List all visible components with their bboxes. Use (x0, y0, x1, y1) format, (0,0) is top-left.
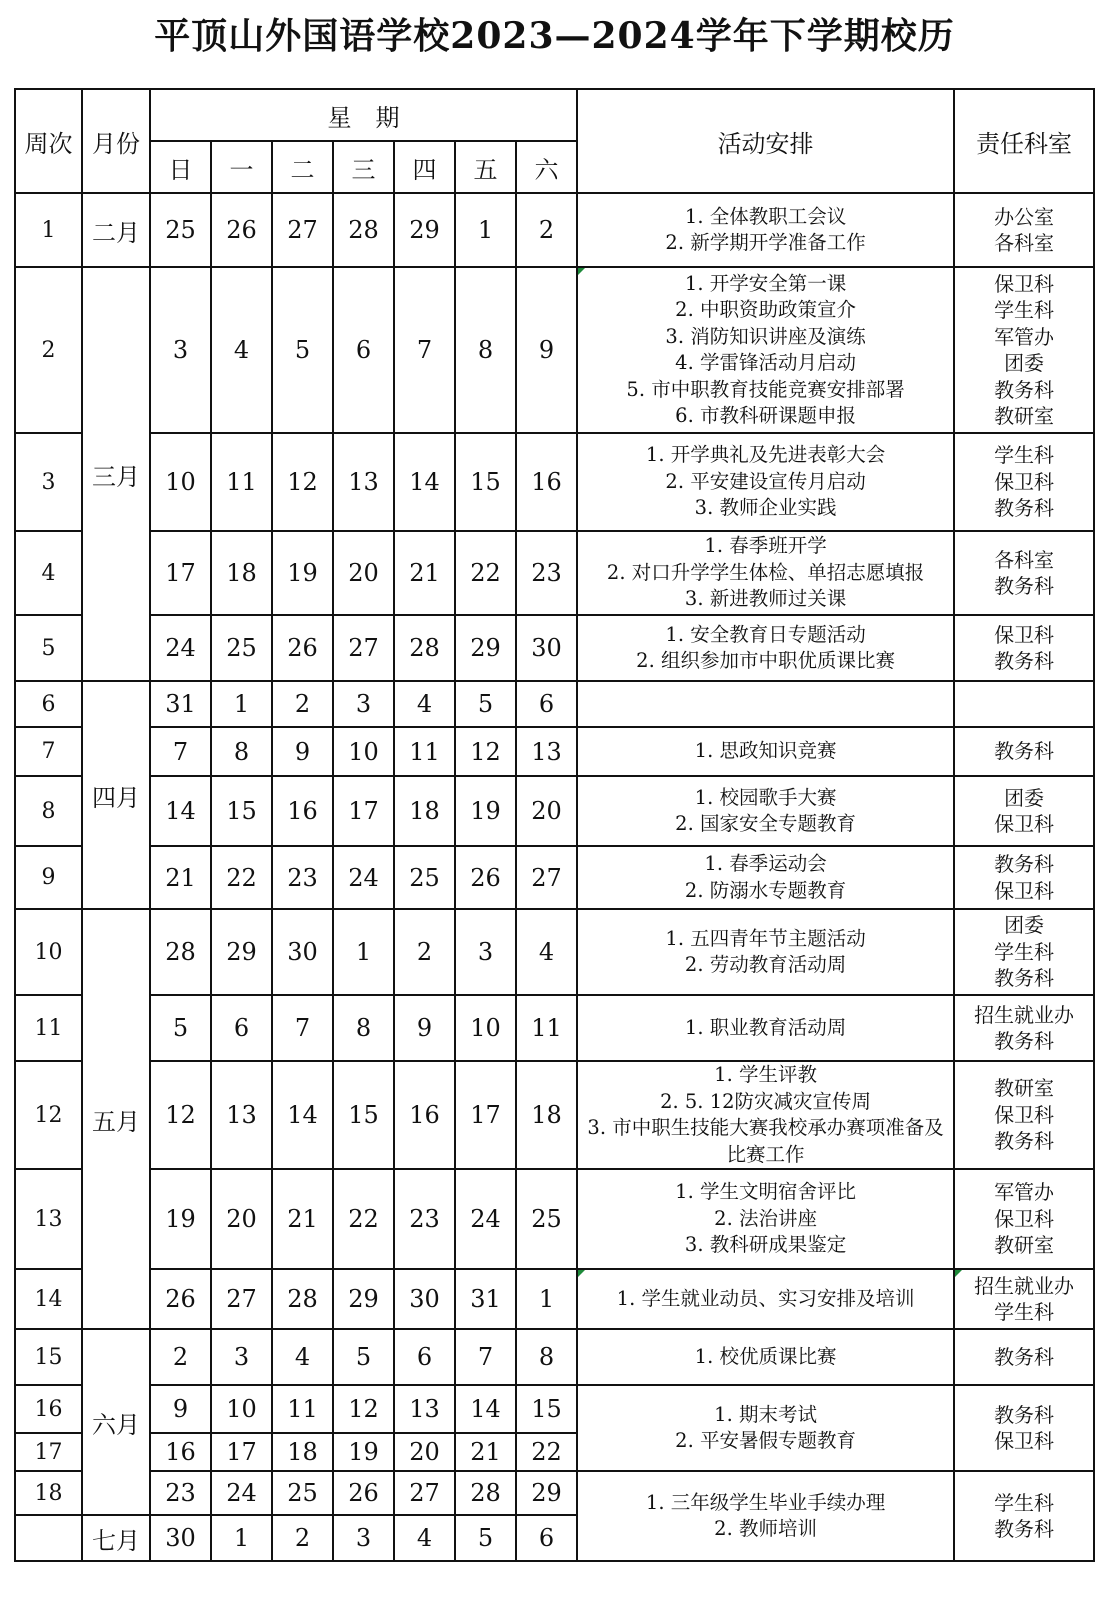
activity-item: 1. 职业教育活动周 (684, 1015, 847, 1039)
department-item: 教务科 (994, 1029, 1055, 1053)
day-cell: 25 (516, 1169, 577, 1269)
day-cell: 4 (516, 909, 577, 995)
day-cell: 9 (272, 727, 333, 776)
day-cell: 29 (394, 193, 455, 267)
day-cell: 2 (272, 681, 333, 727)
day-cell: 12 (333, 1385, 394, 1433)
department-item: 保卫科 (994, 1206, 1055, 1231)
department-item: 保卫科 (994, 622, 1055, 647)
day-cell: 18 (516, 1061, 577, 1169)
department-item: 教务科 (994, 966, 1055, 991)
week-row (15, 531, 1094, 615)
day-cell: 10 (455, 995, 516, 1061)
department-cell (954, 1329, 1094, 1385)
day-cell: 19 (150, 1169, 211, 1269)
activities-cell (577, 776, 954, 846)
day-cell: 5 (455, 1515, 516, 1561)
weekday-wed: 三 (333, 141, 394, 193)
week-row (15, 1329, 1094, 1385)
day-cell: 17 (455, 1061, 516, 1169)
week-row (15, 1061, 1094, 1169)
weekday-sat: 六 (516, 141, 577, 193)
day-cell: 18 (394, 776, 455, 846)
activities-cell (577, 995, 954, 1061)
day-cell: 13 (394, 1385, 455, 1433)
day-cell: 20 (394, 1433, 455, 1471)
day-cell: 18 (272, 1433, 333, 1471)
week-number: 9 (15, 846, 82, 909)
day-cell: 25 (394, 846, 455, 909)
day-cell: 2 (394, 909, 455, 995)
month-cell: 七月 (82, 1515, 150, 1561)
department-item: 团委 (1004, 913, 1045, 938)
day-cell: 31 (150, 681, 211, 727)
activity-item: 1. 开学安全第一课 (684, 271, 847, 295)
day-cell: 29 (516, 1471, 577, 1515)
day-cell: 15 (211, 776, 272, 846)
day-cell: 9 (150, 1385, 211, 1433)
day-cell: 4 (394, 1515, 455, 1561)
activities-cell (577, 1329, 954, 1385)
day-cell: 1 (211, 681, 272, 727)
activity-item: 1. 春季运动会 (704, 852, 827, 875)
header-weekday-group: 星 期 (150, 89, 577, 141)
day-cell: 19 (272, 531, 333, 615)
activities-cell (577, 615, 954, 681)
week-number: 3 (15, 433, 82, 531)
week-row (15, 267, 1094, 433)
department-item: 团委 (1004, 785, 1045, 810)
week-row (15, 433, 1094, 531)
activity-item: 1. 五四青年节主题活动 (665, 926, 866, 950)
activities-cell (577, 531, 954, 615)
day-cell: 15 (333, 1061, 394, 1169)
week-number: 12 (15, 1061, 82, 1169)
week-row (15, 615, 1094, 681)
activity-item: 2. 防溺水专题教育 (684, 878, 847, 902)
department-cell (954, 1269, 1094, 1329)
day-cell: 4 (272, 1329, 333, 1385)
week-number (15, 1515, 82, 1561)
activity-item: 3. 教科研成果鉴定 (684, 1233, 847, 1257)
week-row (15, 846, 1094, 909)
week-row (15, 727, 1094, 776)
department-item: 教务科 (994, 852, 1055, 876)
activity-item: 3. 市中职生技能大赛我校承办赛项准备及比赛工作 (587, 1116, 944, 1166)
day-cell: 30 (394, 1269, 455, 1329)
day-cell: 13 (333, 433, 394, 531)
day-cell: 27 (516, 846, 577, 909)
day-cell: 30 (150, 1515, 211, 1561)
week-number: 1 (15, 193, 82, 267)
day-cell: 6 (333, 267, 394, 433)
page-title: 平顶山外国语学校2023—2024学年下学期校历 (154, 15, 955, 57)
day-cell: 24 (211, 1471, 272, 1515)
day-cell: 7 (394, 267, 455, 433)
department-cell (954, 776, 1094, 846)
day-cell: 10 (333, 727, 394, 776)
activity-item: 1. 学生就业动员、实习安排及培训 (616, 1286, 915, 1310)
day-cell: 18 (211, 531, 272, 615)
day-cell: 17 (150, 531, 211, 615)
month-cell: 六月 (82, 1329, 150, 1515)
week-number: 16 (15, 1385, 82, 1433)
day-cell: 17 (211, 1433, 272, 1471)
month-cell: 四月 (82, 681, 150, 909)
day-cell: 25 (272, 1471, 333, 1515)
week-row (15, 1269, 1094, 1329)
activity-item: 3. 教师企业实践 (694, 496, 837, 520)
week-number: 10 (15, 909, 82, 995)
day-cell: 29 (455, 615, 516, 681)
week-row (15, 1169, 1094, 1269)
day-cell: 21 (394, 531, 455, 615)
day-cell: 6 (211, 995, 272, 1061)
day-cell: 27 (333, 615, 394, 681)
week-number: 4 (15, 531, 82, 615)
day-cell: 29 (333, 1269, 394, 1329)
day-cell: 7 (272, 995, 333, 1061)
day-cell: 2 (516, 193, 577, 267)
day-cell: 1 (516, 1269, 577, 1329)
header-row-1 (15, 89, 1094, 141)
department-item: 教研室 (994, 404, 1055, 428)
day-cell: 23 (516, 531, 577, 615)
day-cell: 28 (455, 1471, 516, 1515)
weekday-mon: 一 (211, 141, 272, 193)
week-number: 17 (15, 1433, 82, 1471)
day-cell: 6 (516, 1515, 577, 1561)
activities-cell (577, 1385, 954, 1471)
activity-item: 2. 中职资助政策宣介 (675, 298, 856, 321)
day-cell: 26 (150, 1269, 211, 1329)
day-cell: 11 (516, 995, 577, 1061)
department-item: 学生科 (994, 939, 1055, 964)
header-activities: 活动安排 (577, 89, 954, 193)
department-item: 保卫科 (994, 469, 1055, 494)
department-cell (954, 1061, 1094, 1169)
month-cell: 二月 (82, 193, 150, 267)
department-item: 学生科 (994, 443, 1055, 468)
department-cell (954, 1385, 1094, 1471)
activity-item: 3. 新进教师过关课 (684, 587, 847, 611)
day-cell: 9 (516, 267, 577, 433)
day-cell: 25 (150, 193, 211, 267)
weekday-tue: 二 (272, 141, 333, 193)
department-cell (954, 615, 1094, 681)
day-cell: 17 (333, 776, 394, 846)
weekday-thu: 四 (394, 141, 455, 193)
week-number: 8 (15, 776, 82, 846)
day-cell: 19 (455, 776, 516, 846)
day-cell: 10 (150, 433, 211, 531)
header-week: 周次 (15, 89, 82, 193)
day-cell: 26 (272, 615, 333, 681)
week-number: 15 (15, 1329, 82, 1385)
week-number: 6 (15, 681, 82, 727)
header-month: 月份 (82, 89, 150, 193)
day-cell: 11 (272, 1385, 333, 1433)
day-cell: 8 (333, 995, 394, 1061)
department-cell (954, 909, 1094, 995)
department-item: 教务科 (994, 1129, 1055, 1154)
department-cell (954, 531, 1094, 615)
activity-item: 1. 校优质课比赛 (694, 1344, 837, 1368)
day-cell: 12 (455, 727, 516, 776)
day-cell: 24 (150, 615, 211, 681)
department-cell (954, 193, 1094, 267)
day-cell: 26 (333, 1471, 394, 1515)
day-cell: 15 (455, 433, 516, 531)
day-cell: 22 (211, 846, 272, 909)
activity-item: 1. 学生评教 (714, 1063, 817, 1086)
day-cell: 24 (333, 846, 394, 909)
day-cell: 3 (333, 681, 394, 727)
activity-item: 2. 5. 12防灾减灾宣传周 (660, 1089, 872, 1113)
month-cell: 三月 (82, 267, 150, 681)
activities-cell (577, 727, 954, 776)
department-cell (954, 267, 1094, 433)
day-cell: 21 (272, 1169, 333, 1269)
activity-item: 2. 新学期开学准备工作 (665, 231, 866, 254)
day-cell: 2 (150, 1329, 211, 1385)
day-cell: 4 (394, 681, 455, 727)
day-cell: 5 (333, 1329, 394, 1385)
day-cell: 1 (333, 909, 394, 995)
week-number: 5 (15, 615, 82, 681)
department-item: 军管办 (994, 1180, 1055, 1205)
week-row (15, 1385, 1094, 1433)
activity-item: 1. 三年级学生毕业手续办理 (645, 1490, 886, 1514)
activity-item: 1. 全体教职工会议 (684, 204, 847, 228)
activities-cell (577, 193, 954, 267)
day-cell: 16 (150, 1433, 211, 1471)
department-item: 军管办 (994, 324, 1055, 349)
activity-item: 1. 校园歌手大赛 (694, 785, 837, 809)
day-cell: 28 (394, 615, 455, 681)
day-cell: 4 (211, 267, 272, 433)
day-cell: 21 (150, 846, 211, 909)
day-cell: 13 (516, 727, 577, 776)
day-cell: 12 (150, 1061, 211, 1169)
day-cell: 27 (394, 1471, 455, 1515)
header-department: 责任科室 (954, 89, 1094, 193)
day-cell: 16 (394, 1061, 455, 1169)
department-item: 教务科 (994, 377, 1055, 402)
week-number: 11 (15, 995, 82, 1061)
day-cell: 10 (211, 1385, 272, 1433)
day-cell: 5 (455, 681, 516, 727)
day-cell: 28 (272, 1269, 333, 1329)
activity-item: 2. 教师培训 (714, 1517, 817, 1540)
day-cell: 8 (211, 727, 272, 776)
day-cell: 22 (333, 1169, 394, 1269)
day-cell: 1 (455, 193, 516, 267)
department-item: 教务科 (994, 1402, 1055, 1427)
week-row (15, 1471, 1094, 1515)
day-cell: 25 (211, 615, 272, 681)
department-item: 保卫科 (994, 812, 1055, 836)
department-item: 教务科 (994, 649, 1055, 673)
department-item: 招生就业办 (974, 1273, 1075, 1298)
day-cell: 20 (211, 1169, 272, 1269)
day-cell: 3 (150, 267, 211, 433)
department-item: 教务科 (994, 496, 1055, 521)
department-cell (954, 727, 1094, 776)
day-cell: 30 (272, 909, 333, 995)
weekday-sun: 日 (150, 141, 211, 193)
day-cell: 3 (455, 909, 516, 995)
department-cell (954, 433, 1094, 531)
activities-cell (577, 681, 954, 727)
day-cell: 21 (455, 1433, 516, 1471)
day-cell: 3 (211, 1329, 272, 1385)
day-cell: 11 (211, 433, 272, 531)
week-number: 7 (15, 727, 82, 776)
day-cell: 23 (150, 1471, 211, 1515)
weekday-fri: 五 (455, 141, 516, 193)
activity-item: 1. 期末考试 (714, 1402, 817, 1426)
day-cell: 22 (455, 531, 516, 615)
day-cell: 11 (394, 727, 455, 776)
department-item: 各科室 (994, 547, 1055, 572)
day-cell: 16 (516, 433, 577, 531)
day-cell: 27 (211, 1269, 272, 1329)
day-cell: 23 (394, 1169, 455, 1269)
day-cell: 9 (394, 995, 455, 1061)
week-number: 2 (15, 267, 82, 433)
week-row (15, 193, 1094, 267)
day-cell: 26 (455, 846, 516, 909)
activities-cell (577, 1169, 954, 1269)
day-cell: 7 (150, 727, 211, 776)
day-cell: 5 (150, 995, 211, 1061)
department-item: 各科室 (994, 231, 1055, 255)
day-cell: 5 (272, 267, 333, 433)
day-cell: 1 (211, 1515, 272, 1561)
department-cell (954, 681, 1094, 727)
activity-item: 2. 平安建设宣传月启动 (665, 469, 866, 493)
department-item: 教务科 (994, 1517, 1055, 1541)
department-item: 教研室 (994, 1076, 1055, 1101)
department-item: 保卫科 (994, 878, 1055, 903)
activities-cell (577, 1471, 954, 1561)
department-cell (954, 995, 1094, 1061)
activity-item: 2. 平安暑假专题教育 (675, 1429, 856, 1452)
week-number: 14 (15, 1269, 82, 1329)
day-cell: 26 (211, 193, 272, 267)
activity-item: 2. 国家安全专题教育 (675, 812, 856, 835)
activity-item: 1. 开学典礼及先进表彰大会 (645, 443, 886, 467)
activities-cell (577, 433, 954, 531)
day-cell: 12 (272, 433, 333, 531)
department-item: 学生科 (994, 1490, 1055, 1515)
activities-cell (577, 846, 954, 909)
week-number: 13 (15, 1169, 82, 1269)
activity-item: 1. 思政知识竞赛 (694, 739, 837, 763)
day-cell: 13 (211, 1061, 272, 1169)
activity-item: 1. 春季班开学 (704, 534, 827, 558)
department-item: 团委 (1004, 351, 1045, 375)
department-item: 保卫科 (994, 271, 1055, 296)
day-cell: 24 (455, 1169, 516, 1269)
day-cell: 14 (150, 776, 211, 846)
department-item: 教务科 (994, 1344, 1055, 1369)
day-cell: 30 (516, 615, 577, 681)
school-calendar-table (14, 88, 1095, 1562)
department-cell (954, 1471, 1094, 1561)
activities-cell (577, 1061, 954, 1169)
week-row (15, 909, 1094, 995)
activities-cell (577, 1269, 954, 1329)
activities-cell (577, 267, 954, 433)
activities-cell (577, 909, 954, 995)
activity-item: 2. 劳动教育活动周 (684, 953, 847, 976)
day-cell: 8 (516, 1329, 577, 1385)
day-cell: 14 (272, 1061, 333, 1169)
calendar-body (15, 89, 1094, 1561)
day-cell: 31 (455, 1269, 516, 1329)
department-item: 学生科 (994, 1300, 1055, 1324)
day-cell: 6 (516, 681, 577, 727)
day-cell: 8 (455, 267, 516, 433)
activity-item: 5. 市中职教育技能竞赛安排部署 (626, 377, 905, 401)
activity-item: 2. 法治讲座 (714, 1206, 817, 1230)
day-cell: 20 (333, 531, 394, 615)
department-item: 办公室 (994, 204, 1055, 229)
day-cell: 28 (150, 909, 211, 995)
day-cell: 15 (516, 1385, 577, 1433)
day-cell: 20 (516, 776, 577, 846)
week-row (15, 995, 1094, 1061)
department-item: 学生科 (994, 298, 1055, 322)
department-cell (954, 846, 1094, 909)
department-item: 保卫科 (994, 1429, 1055, 1453)
activity-item: 2. 组织参加市中职优质课比赛 (636, 649, 895, 672)
day-cell: 3 (333, 1515, 394, 1561)
day-cell: 6 (394, 1329, 455, 1385)
activity-item: 1. 安全教育日专题活动 (665, 622, 866, 646)
month-cell: 五月 (82, 909, 150, 1329)
day-cell: 22 (516, 1433, 577, 1471)
department-cell (954, 1169, 1094, 1269)
day-cell: 7 (455, 1329, 516, 1385)
activity-item: 4. 学雷锋活动月启动 (675, 351, 856, 374)
day-cell: 19 (333, 1433, 394, 1471)
department-item: 教研室 (994, 1233, 1055, 1258)
day-cell: 14 (394, 433, 455, 531)
activity-item: 3. 消防知识讲座及演练 (665, 324, 866, 348)
day-cell: 14 (455, 1385, 516, 1433)
day-cell: 23 (272, 846, 333, 909)
department-item: 招生就业办 (974, 1002, 1075, 1027)
week-number: 18 (15, 1471, 82, 1515)
activity-item: 2. 对口升学学生体检、单招志愿填报 (606, 560, 925, 584)
day-cell: 28 (333, 193, 394, 267)
day-cell: 29 (211, 909, 272, 995)
activity-item: 6. 市教科研课题申报 (675, 404, 856, 427)
activity-item: 1. 学生文明宿舍评比 (675, 1180, 856, 1204)
week-row (15, 776, 1094, 846)
department-item: 教务科 (994, 574, 1055, 598)
day-cell: 27 (272, 193, 333, 267)
department-item: 教务科 (994, 739, 1055, 764)
week-row (15, 681, 1094, 727)
day-cell: 16 (272, 776, 333, 846)
day-cell: 2 (272, 1515, 333, 1561)
department-item: 保卫科 (994, 1102, 1055, 1127)
